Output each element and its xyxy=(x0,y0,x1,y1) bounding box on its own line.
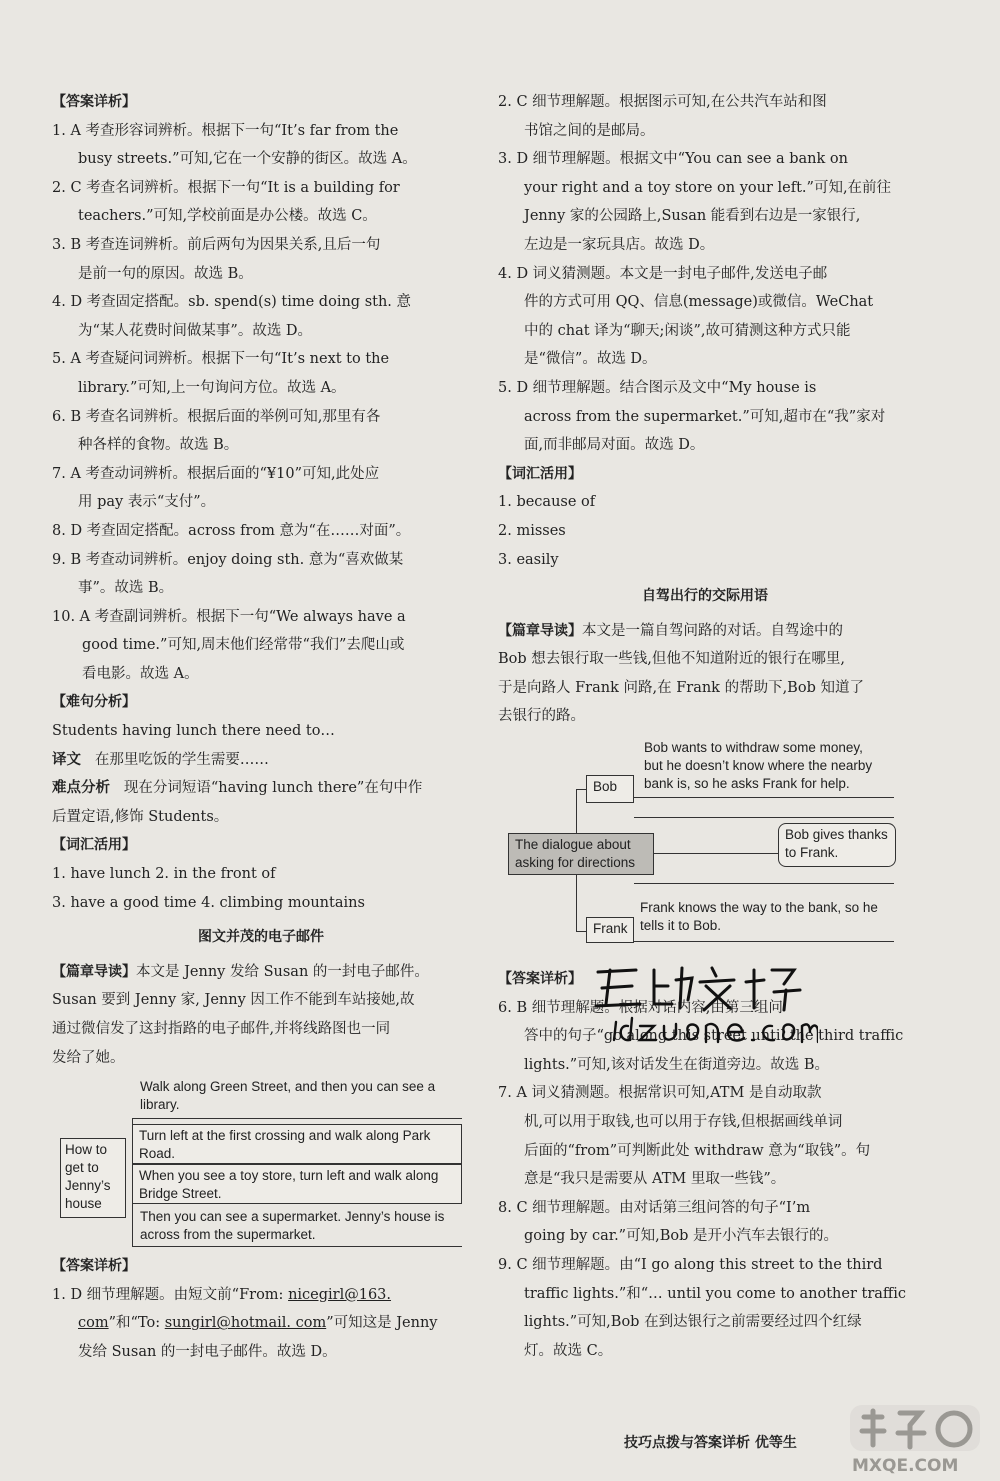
answer-line: 3. B 考查连词辨析。前后两句为因果关系,且后一句 xyxy=(52,236,381,253)
footer-text: 技巧点拨与答案详析 优等生 xyxy=(624,1435,797,1451)
left-column xyxy=(52,88,470,1367)
answer-line: 灯。故选 C。 xyxy=(524,1342,613,1359)
section-title: 自驾出行的交际用语 xyxy=(642,588,768,605)
diagram-root-box: How to get to Jenny’s house xyxy=(60,1138,126,1218)
answer-line: lights.”可知,Bob 在到达银行之前需要经过四个红绿 xyxy=(524,1314,862,1331)
frank-note-line: tells it to Bob. xyxy=(640,918,722,934)
root-connector xyxy=(654,853,778,854)
guide-text: 本文是一篇自驾问路的对话。自驾途中的 xyxy=(582,622,843,639)
guide-line xyxy=(498,617,912,646)
answer-line: 答中的句子“go along this street until the third traffic xyxy=(524,1028,904,1045)
email-from-domain: com xyxy=(78,1315,109,1332)
answer-line: your right and a toy store on your left.”可知,在前往 xyxy=(524,179,892,196)
answer-line: 左边是一家玩具店。故选 D。 xyxy=(524,236,715,253)
svg-text:MXQE.COM: MXQE.COM xyxy=(852,1456,959,1476)
bob-note-line: bank is, so he asks Frank for help. xyxy=(644,776,850,792)
guide-line: Bob 想去银行取一些钱,但他不知道附近的银行在哪里, xyxy=(498,651,845,668)
vocab-heading: 【词汇活用】 xyxy=(498,465,582,482)
branch-4-rule xyxy=(132,1246,462,1247)
answer-1-line: 发给 Susan 的一封电子邮件。故选 D。 xyxy=(78,1343,337,1360)
answer-line: going by car.”可知,Bob 是开小汽车去银行的。 xyxy=(524,1228,838,1245)
answer-line: 4. D 考查固定搭配。sb. spend(s) time doing sth. 意 xyxy=(52,294,412,311)
answer-1-line xyxy=(52,1281,470,1310)
email-from: nicegirl@163. xyxy=(288,1286,392,1303)
frank-note-line: Frank knows the way to the bank, so he xyxy=(640,900,878,916)
branch-2-box: Turn left at the first crossing and walk along Park Road. xyxy=(132,1124,462,1164)
vocab-heading: 【词汇活用】 xyxy=(52,837,136,854)
answer-line: 机,可以用于取钱,也可以用于存钱,但根据画线单词 xyxy=(524,1114,843,1131)
bob-connector xyxy=(576,789,586,790)
guide-line: 通过微信发了这封指路的电子邮件,并将线路图也一同 xyxy=(52,1021,391,1037)
answer-1-part: ”和“To: xyxy=(108,1315,165,1332)
answer-line: busy streets.”可知,它在一个安静的街区。故选 A。 xyxy=(78,151,417,168)
answer-line: 4. D 词义猜测题。本文是一封电子邮件,发送电子邮 xyxy=(498,265,828,282)
vocab-line: 3. have a good time 4. climbing mountains xyxy=(52,894,365,911)
thanks-rule-bottom xyxy=(634,883,894,884)
answer-line: 7. A 词义猜测题。根据常识可知,ATM 是自动取款 xyxy=(498,1085,822,1102)
answer-1-part: 1. D 细节理解题。由短文前“From: xyxy=(52,1286,289,1303)
answer-line: 5. A 考查疑问词辨析。根据下一句“It’s next to the xyxy=(52,351,390,368)
branch-3-box: When you see a toy store, turn left and walk along Bridge Street. xyxy=(132,1164,462,1204)
translation-label: 译文 xyxy=(52,750,81,768)
answer-line: 6. B 考查名词辨析。根据后面的举例可知,那里有各 xyxy=(52,408,381,425)
answer-line: teachers.”可知,学校前面是办公楼。故选 C。 xyxy=(78,208,377,225)
answers-heading: 【答案详析】 xyxy=(498,971,582,988)
branch-4-text: Then you can see a supermarket. Jenny’s house is across from the supermarket. xyxy=(140,1209,445,1243)
answer-line: 10. A 考查副词辨析。根据下一句“We always have a xyxy=(52,608,406,625)
answers-heading-2: 【答案详析】 xyxy=(52,1258,136,1275)
branch-1-rule xyxy=(132,1118,462,1119)
answer-line: good time.”可知,周末他们经常带“我们”去爬山或 xyxy=(82,637,405,654)
answer-line: 9. C 细节理解题。由“I go along this street to the third xyxy=(498,1257,883,1273)
answer-line: 书馆之间的是邮局。 xyxy=(524,122,655,139)
dialogue-diagram xyxy=(498,739,912,965)
vocab-line: 1. because of xyxy=(498,494,596,511)
answer-line: 2. C 考查名词辨析。根据下一句“It is a building for xyxy=(52,179,400,196)
answer-line: lights.”可知,该对话发生在街道旁边。故选 B。 xyxy=(524,1056,830,1073)
guide-text: 本文是 Jenny 发给 Susan 的一封电子邮件。 xyxy=(136,963,429,980)
answer-line: 3. D 细节理解题。根据文中“You can see a bank on xyxy=(498,151,848,168)
answer-line: 1. A 考查形容词辨析。根据下一句“It’s far from the xyxy=(52,122,399,139)
bob-note-line: but he doesn’t know where the nearby xyxy=(644,758,873,774)
frank-connector xyxy=(576,931,586,932)
route-diagram xyxy=(52,1076,470,1252)
handwritten-watermark xyxy=(588,960,818,1050)
answer-line: 是“微信”。故选 D。 xyxy=(524,351,657,368)
difficulty-text: 现在分词短语“having lunch there”在句中作 xyxy=(123,780,423,797)
email-to: sungirl@hotmail. com xyxy=(164,1315,327,1332)
answer-line: 2. C 细节理解题。根据图示可知,在公共汽车站和图 xyxy=(498,94,827,110)
difficulty-line: 后置定语,修饰 Students。 xyxy=(52,808,229,825)
answers-heading: 【答案详析】 xyxy=(52,94,136,110)
vocab-line: 2. misses xyxy=(498,522,566,539)
answer-line: 9. B 考查动词辨析。enjoy doing sth. 意为“喜欢做某 xyxy=(52,551,404,568)
answer-line: 件的方式可用 QQ、信息(message)或微信。WeChat xyxy=(524,294,874,311)
difficulty-label: 难点分析 xyxy=(52,779,110,797)
frank-box: Frank xyxy=(586,917,634,943)
answer-line: 后面的“from”可判断此处 withdraw 意为“取钱”。句 xyxy=(524,1142,871,1159)
difficult-sentence: Students having lunch there need to… xyxy=(52,723,335,740)
bob-note-line: Bob wants to withdraw some money, xyxy=(644,740,863,756)
corner-logo xyxy=(842,1401,992,1477)
translation-line xyxy=(52,746,470,775)
vocab-line: 1. have lunch 2. in the front of xyxy=(52,866,276,883)
answer-line: 5. D 细节理解题。结合图示及文中“My house is xyxy=(498,379,817,396)
answer-line: traffic lights.”和“… until you come to another traffic xyxy=(524,1285,906,1302)
answer-line: 是前一句的原因。故选 B。 xyxy=(78,265,253,282)
answer-line: 用 pay 表示“支付”。 xyxy=(78,494,216,511)
guide-line: 去银行的路。 xyxy=(498,708,585,725)
answer-line: Jenny 家的公园路上,Susan 能看到右边是一家银行, xyxy=(524,208,861,225)
diagram-root-box: The dialogue about asking for directions xyxy=(508,833,654,875)
answer-line: 中的 chat 译为“聊天;闲谈”,故可猜测这种方式只能 xyxy=(524,322,851,339)
branch-1-text: Walk along Green Street, and then you can see a library. xyxy=(140,1079,436,1113)
guide-line: 于是向路人 Frank 问路,在 Frank 的帮助下,Bob 知道了 xyxy=(498,679,864,696)
guide-line xyxy=(52,958,470,987)
guide-label: 【篇章导读】 xyxy=(498,622,582,639)
thanks-box: Bob gives thanks to Frank. xyxy=(778,823,896,867)
translation-text: 在那里吃饭的学生需要…… xyxy=(94,751,269,768)
answer-line: 事”。故选 B。 xyxy=(78,580,174,597)
section-title: 图文并茂的电子邮件 xyxy=(198,929,324,946)
answer-line: 种各样的食物。故选 B。 xyxy=(78,437,239,454)
right-column xyxy=(498,88,912,1365)
sentence-heading: 【难句分析】 xyxy=(52,694,136,711)
thanks-rule-top xyxy=(634,817,894,818)
answer-1-line xyxy=(52,1309,470,1338)
bob-box: Bob xyxy=(586,775,634,803)
guide-label: 【篇章导读】 xyxy=(52,963,136,980)
difficulty-line xyxy=(52,774,470,803)
guide-line: 发给了她。 xyxy=(52,1049,125,1066)
guide-line: Susan 要到 Jenny 家, Jenny 因工作不能到车站接她,故 xyxy=(52,992,415,1009)
answer-line: 看电影。故选 A。 xyxy=(82,665,199,682)
vocab-line: 3. easily xyxy=(498,551,559,568)
answer-line: 面,而非邮局对面。故选 D。 xyxy=(524,437,705,454)
frank-note-rule xyxy=(634,941,894,942)
answer-line: library.”可知,上一句询问方位。故选 A。 xyxy=(78,379,346,396)
answer-line: 8. C 细节理解题。由对话第三组问答的句子“I’m xyxy=(498,1199,811,1216)
answer-line: 为“某人花费时间做某事”。故选 D。 xyxy=(78,322,313,339)
answer-line: 8. D 考查固定搭配。across from 意为“在……对面”。 xyxy=(52,522,411,539)
answer-line: 7. A 考查动词辨析。根据后面的“¥10”可知,此处应 xyxy=(52,465,380,482)
bob-note-rule xyxy=(634,797,894,798)
answer-line: 意是“我只是需要从 ATM 里取一些钱”。 xyxy=(524,1171,786,1188)
answer-1-part: ”可知这是 Jenny xyxy=(326,1315,438,1332)
answer-line: across from the supermarket.”可知,超市在“我”家对 xyxy=(524,408,886,425)
answer-line: 6. B 细节理解题。根据对话内容,由第三组问 xyxy=(498,999,783,1016)
